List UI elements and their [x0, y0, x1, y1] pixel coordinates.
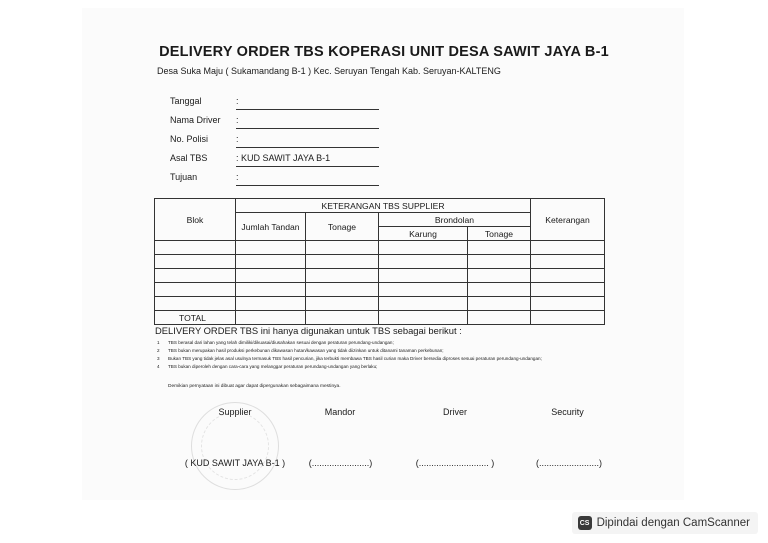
- note-number: 3: [157, 356, 160, 361]
- total-label: TOTAL: [155, 311, 236, 325]
- mandor-role: Mandor: [324, 407, 356, 417]
- header-karung: Karung: [379, 227, 468, 241]
- driver-signature-blank: (............................ ): [415, 458, 495, 468]
- header-keterangan-tbs-supplier: KETERANGAN TBS SUPPLIER: [236, 199, 531, 213]
- note-text: TBS berasal dari lahan yang telah dimiliki/dikuasai/diusahakan sesuai dengan peraturan perundang-undangan;: [168, 340, 394, 345]
- document-title: DELIVERY ORDER TBS KOPERASI UNIT DESA SAWIT JAYA B-1: [159, 44, 609, 60]
- field-value: :: [236, 115, 379, 129]
- driver-role: Driver: [443, 407, 467, 417]
- field-value: : KUD SAWIT JAYA B-1: [236, 153, 379, 167]
- supplier-role: Supplier: [218, 407, 252, 417]
- mandor-signature-blank: (.......................): [308, 458, 373, 468]
- field-value: :: [236, 134, 379, 148]
- supplier-name: ( KUD SAWIT JAYA B-1 ): [184, 458, 286, 468]
- field-value: :: [236, 96, 379, 110]
- note-number: 1: [157, 340, 160, 345]
- note-item: [157, 363, 577, 371]
- header-keterangan: Keterangan: [531, 199, 605, 241]
- note-item: [157, 339, 577, 347]
- field-label: Asal TBS: [170, 153, 208, 163]
- table-row: [155, 283, 605, 297]
- note-number: 2: [157, 348, 160, 353]
- table-row: [155, 297, 605, 311]
- field-label: Tujuan: [170, 172, 198, 182]
- note-item: [157, 347, 577, 355]
- closing-statement: Demikian pernyataan ini dibuat agar dapat dipergunakan sebagaimana mestinya.: [168, 384, 341, 389]
- field-label: Tanggal: [170, 96, 202, 106]
- header-jumlah-tandan: Jumlah Tandan: [236, 213, 306, 241]
- table-row: [155, 269, 605, 283]
- header-brondolan-tonage: Tonage: [468, 227, 531, 241]
- note-item: [157, 355, 577, 363]
- table-row: [155, 255, 605, 269]
- table-row: [155, 241, 605, 255]
- camscanner-icon: CS: [578, 516, 592, 530]
- document-subtitle: Desa Suka Maju ( Sukamandang B-1 ) Kec. Seruyan Tengah Kab. Seruyan-KALTENG: [157, 66, 501, 76]
- camscanner-watermark: [572, 512, 758, 534]
- header-brondolan: Brondolan: [379, 213, 531, 227]
- total-row: [155, 311, 605, 325]
- notes-title: DELIVERY ORDER TBS ini hanya digunakan untuk TBS sebagai berikut :: [155, 325, 462, 336]
- note-text: TBS bukan diperoleh dengan cara-cara yang melanggar peraturan perundang-undangan yang berlaku;: [168, 364, 378, 369]
- field-value: :: [236, 172, 379, 186]
- notes-list: [157, 339, 577, 371]
- security-role: Security: [551, 407, 584, 417]
- security-signature-blank: (........................): [535, 458, 602, 468]
- note-text: TBS bukan merupakan hasil produksi perkebunan dikawasan hutan/kawasan yang tidak diizinkan untuk ditanami tanaman perkebunan;: [168, 348, 444, 353]
- field-label: No. Polisi: [170, 134, 209, 144]
- field-label: Nama Driver: [170, 115, 221, 125]
- watermark-label: Dipindai dengan CamScanner: [596, 517, 750, 529]
- note-text: Bukan TBS yang tidak jelas asal usulnya termasuk TBS hasil pencurian, jika terbukti membawa TBS hasil curian maka Driver bersedia diproses sesuai peraturan perundang-undangan;: [168, 356, 542, 361]
- note-number: 4: [157, 364, 160, 369]
- header-tonage: Tonage: [306, 213, 379, 241]
- header-blok: Blok: [155, 199, 236, 241]
- tbs-table: [154, 198, 605, 325]
